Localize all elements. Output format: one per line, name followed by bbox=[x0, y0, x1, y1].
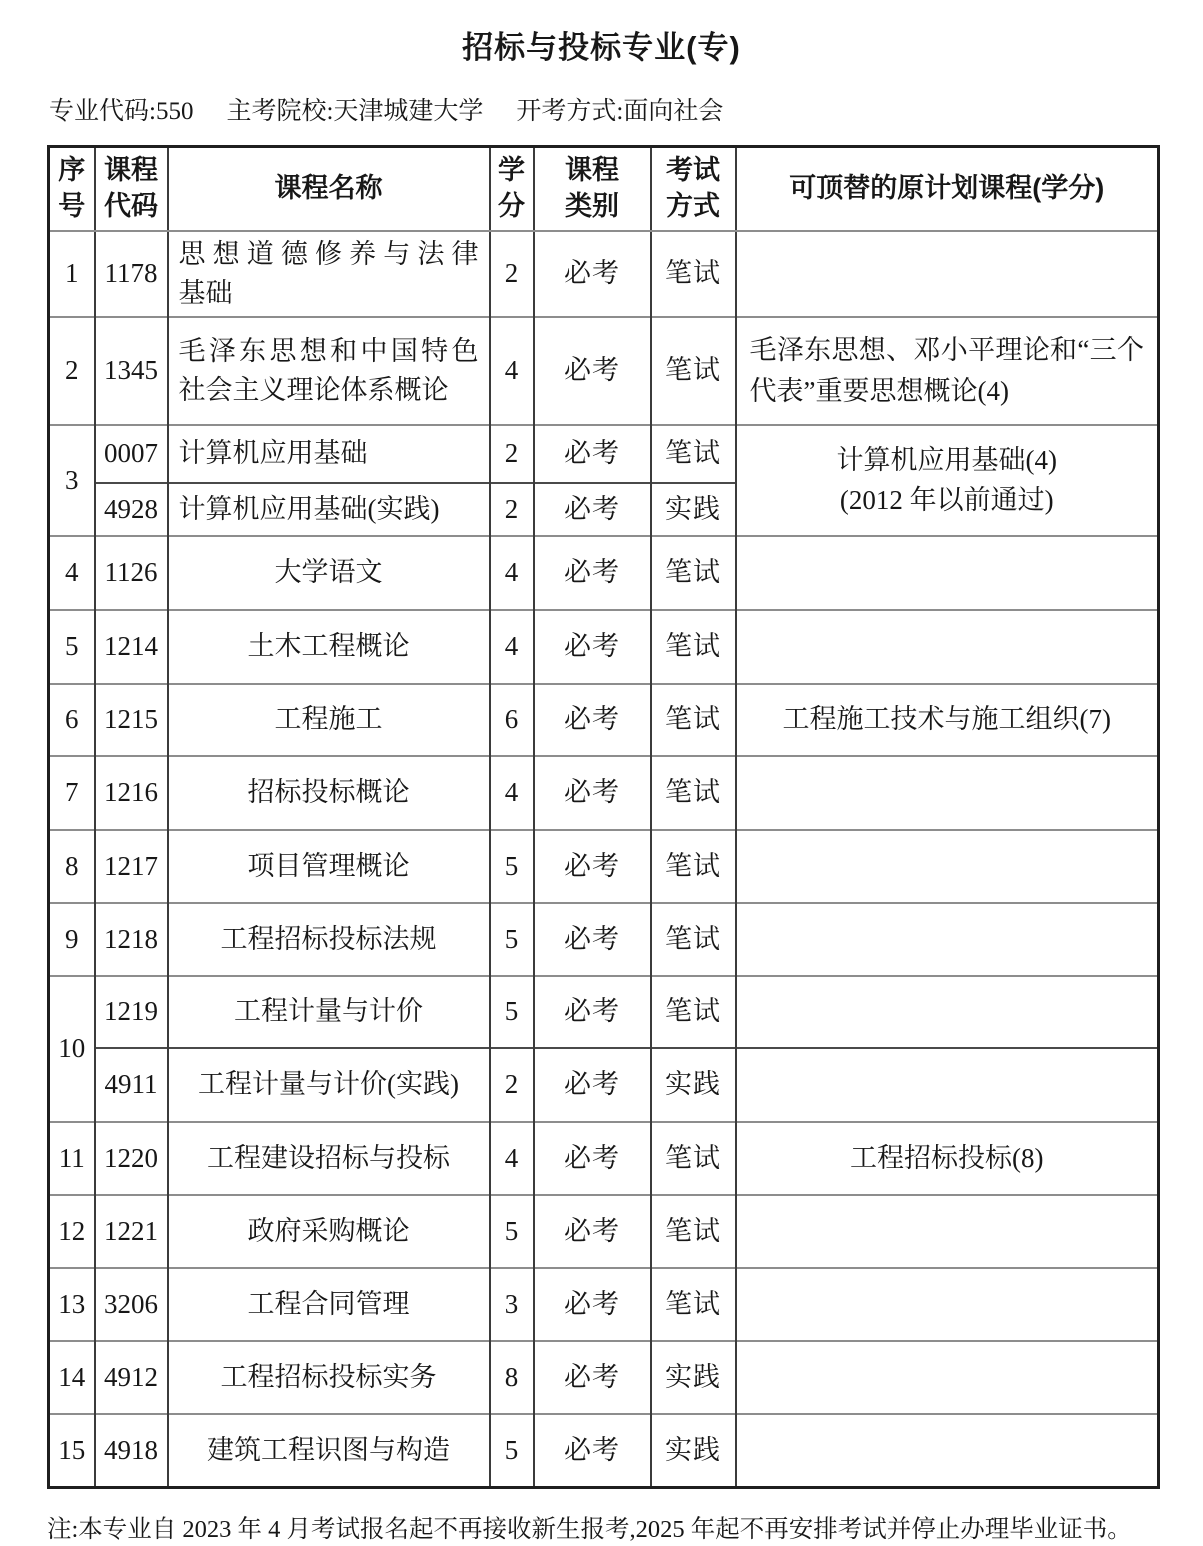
course-name-line: 工程计量与计价(实践) bbox=[198, 1069, 459, 1100]
cell-course-name bbox=[168, 231, 490, 317]
table-row bbox=[49, 976, 1159, 1048]
cell-replacement-course bbox=[736, 830, 1159, 903]
course-name-line: 社会主义理论体系概论 bbox=[178, 374, 449, 405]
course-name-line: 工程施工 bbox=[274, 704, 383, 735]
table-row bbox=[49, 1268, 1159, 1341]
cell-credits: 4 bbox=[490, 1122, 534, 1195]
cell-course-code: 1178 bbox=[95, 231, 168, 317]
cell-credits: 5 bbox=[490, 830, 534, 903]
cell-exam-method: 笔试 bbox=[651, 684, 736, 756]
cell-course-code: 1126 bbox=[95, 536, 168, 610]
cell-seq: 13 bbox=[49, 1268, 95, 1341]
cell-credits: 2 bbox=[490, 1048, 534, 1122]
cell-course-code: 1216 bbox=[95, 756, 168, 830]
cell-category: 必考 bbox=[534, 610, 651, 684]
cell-course-name bbox=[168, 1195, 490, 1268]
cell-replacement-course bbox=[736, 684, 1159, 756]
cell-seq: 5 bbox=[49, 610, 95, 684]
cell-credits: 4 bbox=[490, 536, 534, 610]
cell-course-code: 1221 bbox=[95, 1195, 168, 1268]
cell-seq: 2 bbox=[49, 317, 95, 425]
header-cell bbox=[95, 147, 168, 231]
cell-course-name bbox=[168, 756, 490, 830]
course-table bbox=[47, 145, 1160, 1489]
cell-exam-method: 实践 bbox=[651, 1341, 736, 1414]
header-line: 分 bbox=[498, 190, 525, 221]
header-line: 可顶替的原计划课程(学分) bbox=[789, 172, 1105, 203]
cell-course-code: 1220 bbox=[95, 1122, 168, 1195]
cell-course-code: 1218 bbox=[95, 903, 168, 976]
cell-credits: 4 bbox=[490, 756, 534, 830]
header-cell bbox=[490, 147, 534, 231]
table-row bbox=[49, 425, 1159, 483]
cell-course-code: 4928 bbox=[95, 483, 168, 536]
course-name-line: 工程合同管理 bbox=[247, 1288, 410, 1319]
cell-seq: 10 bbox=[49, 976, 95, 1122]
cell-credits: 2 bbox=[490, 483, 534, 536]
replacement-line: (2012 年以前通过) bbox=[839, 485, 1054, 515]
course-name-line: 工程招标投标法规 bbox=[220, 923, 437, 954]
cell-replacement-course bbox=[736, 231, 1159, 317]
cell-category: 必考 bbox=[534, 976, 651, 1048]
cell-exam-method: 笔试 bbox=[651, 976, 736, 1048]
cell-seq: 3 bbox=[49, 425, 95, 536]
cell-credits: 6 bbox=[490, 684, 534, 756]
cell-replacement-course bbox=[736, 1414, 1159, 1488]
course-name-line: 基础 bbox=[178, 277, 233, 308]
cell-seq: 1 bbox=[49, 231, 95, 317]
cell-course-code: 1215 bbox=[95, 684, 168, 756]
cell-replacement-course bbox=[736, 425, 1159, 536]
cell-credits: 5 bbox=[490, 1195, 534, 1268]
cell-replacement-course bbox=[736, 1195, 1159, 1268]
cell-course-name bbox=[168, 903, 490, 976]
table-row bbox=[49, 610, 1159, 684]
cell-course-code: 4918 bbox=[95, 1414, 168, 1488]
cell-course-name bbox=[168, 1414, 490, 1488]
replacement-line: 工程招标投标(8) bbox=[850, 1142, 1044, 1173]
cell-exam-method: 笔试 bbox=[651, 756, 736, 830]
replacement-line: 工程施工技术与施工组织(7) bbox=[782, 704, 1111, 735]
cell-course-code: 4911 bbox=[95, 1048, 168, 1122]
cell-credits: 5 bbox=[490, 976, 534, 1048]
cell-seq: 14 bbox=[49, 1341, 95, 1414]
cell-exam-method: 笔试 bbox=[651, 610, 736, 684]
header-line: 方式 bbox=[666, 190, 720, 221]
course-name-line: 大学语文 bbox=[274, 557, 383, 588]
table-row bbox=[49, 1341, 1159, 1414]
major-code: 专业代码:550 bbox=[49, 98, 194, 125]
cell-exam-method: 笔试 bbox=[651, 231, 736, 317]
cell-category: 必考 bbox=[534, 231, 651, 317]
course-name-line: 工程建设招标与投标 bbox=[207, 1142, 450, 1173]
cell-exam-method: 笔试 bbox=[651, 425, 736, 483]
cell-course-code: 1219 bbox=[95, 976, 168, 1048]
cell-category: 必考 bbox=[534, 1414, 651, 1488]
cell-exam-method: 实践 bbox=[651, 483, 736, 536]
host-university: 主考院校:天津城建大学 bbox=[226, 98, 484, 125]
cell-replacement-course bbox=[736, 1268, 1159, 1341]
cell-category: 必考 bbox=[534, 317, 651, 425]
header-line: 学 bbox=[498, 155, 525, 186]
cell-course-name bbox=[168, 317, 490, 425]
cell-replacement-course bbox=[736, 1048, 1159, 1122]
cell-seq: 9 bbox=[49, 903, 95, 976]
cell-category: 必考 bbox=[534, 903, 651, 976]
cell-category: 必考 bbox=[534, 684, 651, 756]
cell-category: 必考 bbox=[534, 1195, 651, 1268]
cell-replacement-course bbox=[736, 976, 1159, 1048]
cell-credits: 2 bbox=[490, 425, 534, 483]
cell-course-code: 1217 bbox=[95, 830, 168, 903]
course-name-line: 政府采购概论 bbox=[247, 1215, 410, 1246]
table-row bbox=[49, 1414, 1159, 1488]
course-table-head bbox=[49, 147, 1159, 231]
cell-exam-method: 笔试 bbox=[651, 1268, 736, 1341]
header-line: 课程 bbox=[565, 155, 619, 186]
cell-category: 必考 bbox=[534, 1341, 651, 1414]
cell-credits: 5 bbox=[490, 1414, 534, 1488]
cell-credits: 3 bbox=[490, 1268, 534, 1341]
course-name-line: 计算机应用基础(实践) bbox=[178, 493, 440, 524]
header-cell bbox=[49, 147, 95, 231]
cell-course-code: 4912 bbox=[95, 1341, 168, 1414]
table-row bbox=[49, 1122, 1159, 1195]
table-row bbox=[49, 684, 1159, 756]
table-row bbox=[49, 1048, 1159, 1122]
cell-category: 必考 bbox=[534, 1048, 651, 1122]
cell-category: 必考 bbox=[534, 1268, 651, 1341]
cell-credits: 8 bbox=[490, 1341, 534, 1414]
cell-seq: 15 bbox=[49, 1414, 95, 1488]
cell-course-code: 3206 bbox=[95, 1268, 168, 1341]
table-row bbox=[49, 536, 1159, 610]
replacement-line: 计算机应用基础(4) bbox=[836, 444, 1057, 475]
cell-replacement-course bbox=[736, 1122, 1159, 1195]
header-line: 考试 bbox=[666, 155, 720, 186]
course-table-body bbox=[49, 231, 1159, 1488]
cell-course-code: 1345 bbox=[95, 317, 168, 425]
header-line: 号 bbox=[58, 190, 86, 221]
cell-course-name bbox=[168, 536, 490, 610]
replacement-line: 毛泽东思想、邓小平理论和“三个代表”重要思想概论(4) bbox=[749, 335, 1144, 406]
cell-credits: 4 bbox=[490, 610, 534, 684]
table-row bbox=[49, 317, 1159, 425]
cell-credits: 2 bbox=[490, 231, 534, 317]
course-name-line: 工程计量与计价 bbox=[234, 996, 423, 1027]
course-name-line: 计算机应用基础 bbox=[178, 438, 368, 469]
cell-exam-method: 实践 bbox=[651, 1048, 736, 1122]
cell-replacement-course bbox=[736, 610, 1159, 684]
course-name-line: 项目管理概论 bbox=[247, 850, 410, 881]
cell-replacement-course bbox=[736, 756, 1159, 830]
major-info-line bbox=[49, 91, 1203, 127]
cell-exam-method: 笔试 bbox=[651, 830, 736, 903]
cell-exam-method: 笔试 bbox=[651, 1195, 736, 1268]
cell-replacement-course bbox=[736, 903, 1159, 976]
cell-seq: 11 bbox=[49, 1122, 95, 1195]
cell-course-name bbox=[168, 830, 490, 903]
cell-seq: 6 bbox=[49, 684, 95, 756]
cell-course-name bbox=[168, 483, 490, 536]
header-line: 代码 bbox=[104, 190, 158, 221]
cell-seq: 7 bbox=[49, 756, 95, 830]
cell-category: 必考 bbox=[534, 1122, 651, 1195]
cell-credits: 5 bbox=[490, 903, 534, 976]
page-title: 招标与投标专业(专) bbox=[462, 30, 741, 65]
cell-course-name bbox=[168, 684, 490, 756]
header-cell bbox=[534, 147, 651, 231]
cell-course-name bbox=[168, 1341, 490, 1414]
cell-replacement-course bbox=[736, 317, 1159, 425]
cell-course-code: 0007 bbox=[95, 425, 168, 483]
cell-replacement-course bbox=[736, 1341, 1159, 1414]
cell-exam-method: 实践 bbox=[651, 1414, 736, 1488]
table-row bbox=[49, 1195, 1159, 1268]
header-line: 课程名称 bbox=[274, 172, 383, 203]
cell-seq: 8 bbox=[49, 830, 95, 903]
cell-category: 必考 bbox=[534, 756, 651, 830]
cell-course-code: 1214 bbox=[95, 610, 168, 684]
cell-category: 必考 bbox=[534, 483, 651, 536]
table-row bbox=[49, 830, 1159, 903]
course-name-line: 思想道德修养与法律 bbox=[178, 239, 479, 270]
header-line: 序 bbox=[58, 155, 86, 186]
cell-seq: 12 bbox=[49, 1195, 95, 1268]
cell-course-name bbox=[168, 1122, 490, 1195]
course-name-line: 毛泽东思想和中国特色 bbox=[178, 336, 479, 367]
cell-replacement-course bbox=[736, 536, 1159, 610]
cell-seq: 4 bbox=[49, 536, 95, 610]
cell-exam-method: 笔试 bbox=[651, 903, 736, 976]
exam-mode: 开考方式:面向社会 bbox=[516, 98, 724, 125]
course-name-line: 工程招标投标实务 bbox=[220, 1361, 437, 1392]
cell-credits: 4 bbox=[490, 317, 534, 425]
table-row bbox=[49, 903, 1159, 976]
cell-category: 必考 bbox=[534, 830, 651, 903]
cell-exam-method: 笔试 bbox=[651, 1122, 736, 1195]
course-name-line: 土木工程概论 bbox=[247, 631, 410, 662]
cell-course-name bbox=[168, 1268, 490, 1341]
course-name-line: 招标投标概论 bbox=[247, 777, 410, 808]
header-line: 类别 bbox=[565, 190, 619, 221]
header-cell bbox=[736, 147, 1159, 231]
footnote: 注:本专业自 2023 年 4 月考试报名起不再接收新生报考,2025 年起不再安排考试并停止办理毕业证书。 bbox=[47, 1516, 1132, 1543]
cell-course-name bbox=[168, 425, 490, 483]
cell-exam-method: 笔试 bbox=[651, 536, 736, 610]
cell-category: 必考 bbox=[534, 536, 651, 610]
header-line: 课程 bbox=[104, 155, 158, 186]
cell-exam-method: 笔试 bbox=[651, 317, 736, 425]
table-row bbox=[49, 756, 1159, 830]
course-name-line: 建筑工程识图与构造 bbox=[207, 1435, 450, 1466]
cell-category: 必考 bbox=[534, 425, 651, 483]
header-cell bbox=[168, 147, 490, 231]
table-row bbox=[49, 231, 1159, 317]
header-cell bbox=[651, 147, 736, 231]
cell-course-name bbox=[168, 610, 490, 684]
cell-course-name bbox=[168, 1048, 490, 1122]
cell-course-name bbox=[168, 976, 490, 1048]
